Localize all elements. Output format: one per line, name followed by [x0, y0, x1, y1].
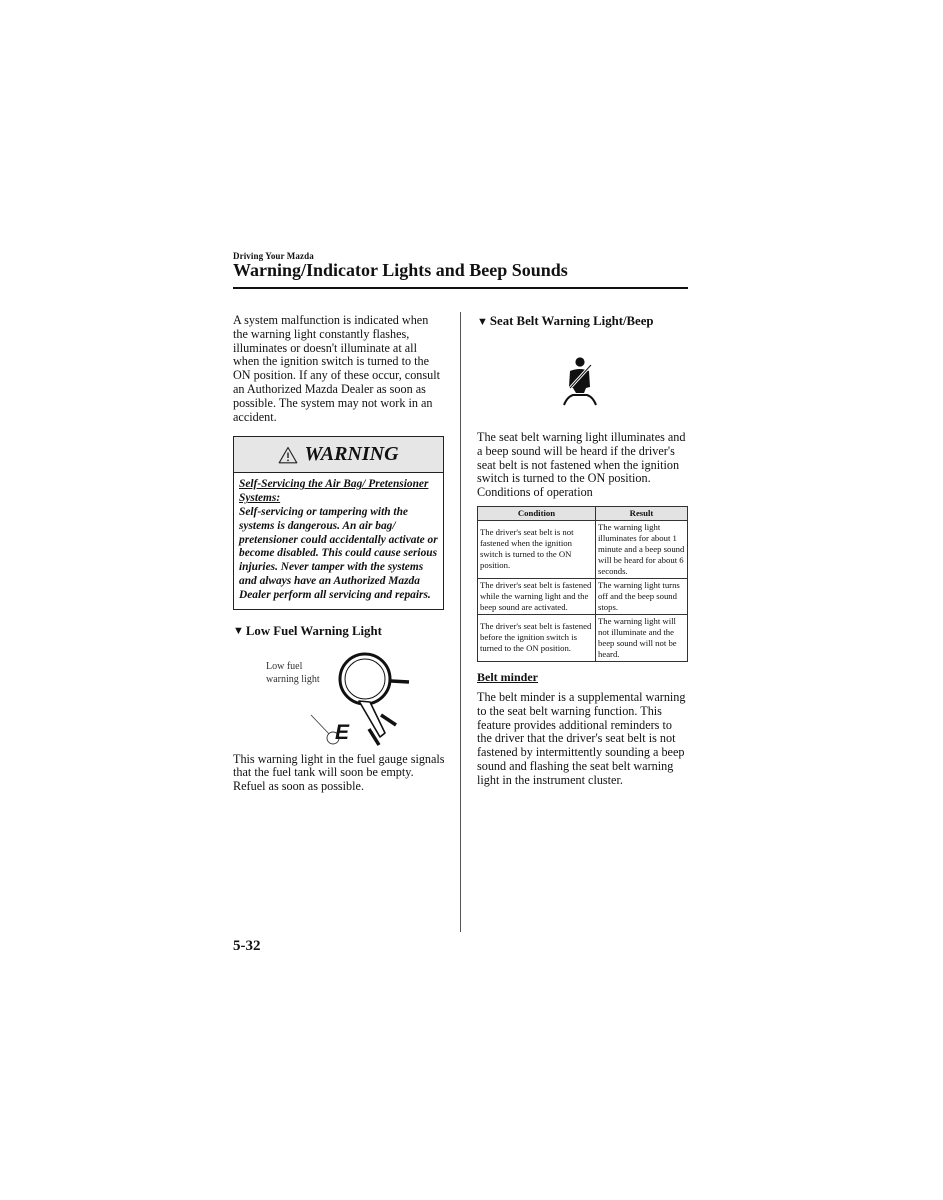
conditions-table: [477, 506, 688, 662]
seat-belt-heading-text: Seat Belt Warning Light/Beep: [489, 314, 654, 328]
warning-box: [233, 436, 444, 609]
table-cell-condition: The driver's seat belt is fastened while the warning light and the beep sound are activated.: [478, 578, 596, 614]
gauge-empty-letter: E: [335, 720, 350, 744]
column-divider: [460, 312, 461, 932]
table-header-condition: Condition: [478, 506, 596, 520]
warning-text: Self-servicing or tampering with the systems is dangerous. An air bag/ pretensioner could accidentally activate or become disabled. This could cause serious injuries. Never tamper with the systems and always have an Authorized Mazda Dealer perform all servicing and repairs.: [239, 505, 438, 601]
title-rule: [233, 287, 688, 289]
table-header-result: Result: [596, 506, 688, 520]
seat-belt-warning-icon: [558, 357, 602, 407]
seat-belt-figure: [477, 335, 688, 431]
warning-header: [234, 437, 443, 473]
warning-triangle-icon: [278, 446, 298, 464]
table-row: [478, 578, 688, 614]
low-fuel-heading-text: Low Fuel Warning Light: [245, 623, 382, 638]
left-column: [233, 314, 445, 794]
belt-minder-text: The belt minder is a supplemental warning to the seat belt warning function. This feature provides additional reminders to the driver that the driver's seat belt is not fastened by intermittently sounding a beep sound and flashing the seat belt warning light in the instrument cluster.: [477, 689, 686, 787]
seat-belt-heading: [477, 314, 688, 329]
conditions-label: Conditions of operation: [477, 485, 593, 500]
fuel-gauge-figure: [233, 639, 445, 753]
table-cell-result: The warning light illuminates for about 1 minute and a beep sound will be heard for about 6 seconds.: [596, 520, 688, 578]
low-fuel-heading: [233, 624, 445, 639]
fuel-figure-label: [266, 660, 320, 686]
low-fuel-description: This warning light in the fuel gauge signals that the fuel tank will soon be empty.: [233, 751, 445, 780]
heading-marker-icon: ▼: [477, 315, 488, 328]
belt-minder-heading: Belt minder: [477, 669, 538, 684]
heading-marker-icon: ▼: [233, 625, 244, 638]
table-row: [478, 614, 688, 661]
warning-title: WARNING: [304, 443, 399, 466]
page-number: 5-32: [233, 938, 261, 954]
table-cell-condition: The driver's seat belt is not fastened when the ignition switch is turned to the ON position.: [478, 520, 596, 578]
low-fuel-action: Refuel as soon as possible.: [233, 779, 364, 794]
table-header-row: [478, 506, 688, 520]
right-column: [477, 314, 688, 788]
page-title: Warning/Indicator Lights and Beep Sounds: [233, 260, 568, 280]
warning-subtitle: Self-Servicing the Air Bag/ Pretensioner Systems:: [239, 478, 429, 505]
table-cell-result: The warning light will not illuminate and the beep sound will not be heard.: [596, 614, 688, 661]
section-label: Driving Your Mazda: [233, 251, 314, 261]
seat-belt-description: The seat belt warning light illuminates and a beep sound will be heard if the driver's seat belt is not fastened when the ignition switch is turned to the ON position.: [477, 430, 686, 486]
fuel-label-line2: warning light: [266, 673, 320, 685]
table-cell-result: The warning light turns off and the beep sound stops.: [596, 578, 688, 614]
warning-body: [234, 473, 443, 608]
fuel-label-line1: Low fuel: [266, 660, 303, 672]
table-cell-condition: The driver's seat belt is fastened before the ignition switch is turned to the ON position.: [478, 614, 596, 661]
table-row: [478, 520, 688, 578]
intro-paragraph: A system malfunction is indicated when the warning light constantly flashes, illuminates or doesn't illuminate at all when the ignition switch is turned to the ON position. If any of these occur, consult an Authorized Mazda Dealer as soon as possible. The system may not work in an accident.: [233, 313, 440, 424]
